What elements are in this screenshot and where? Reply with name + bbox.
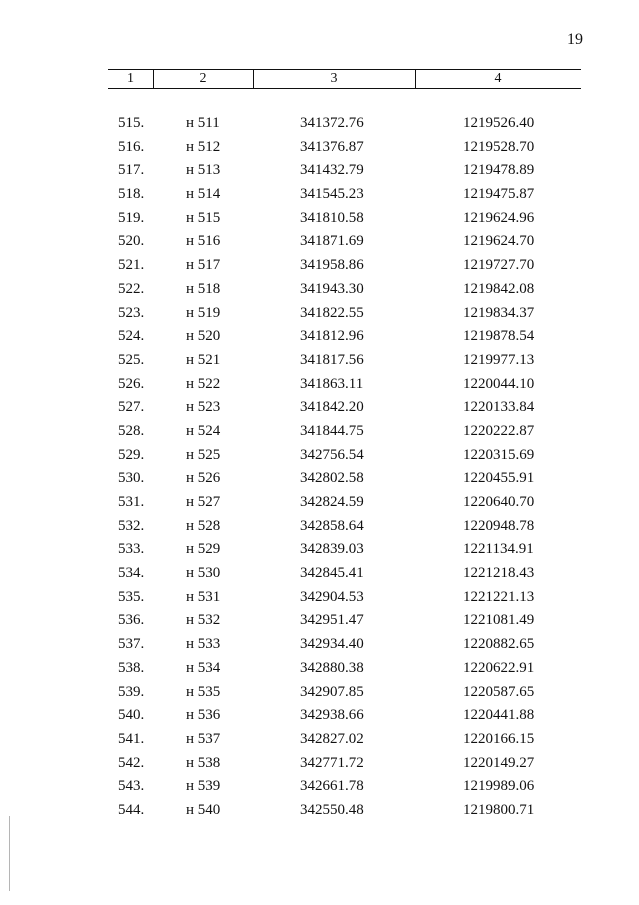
x-coordinate: 341817.56 [300, 351, 364, 368]
x-coordinate: 342880.38 [300, 659, 364, 676]
x-coordinate: 342802.58 [300, 470, 364, 487]
y-coordinate: 1221134.91 [463, 541, 534, 558]
row-number: 528. [118, 422, 145, 439]
point-id: н 523 [186, 399, 221, 416]
table-row [108, 729, 581, 753]
table-row [108, 445, 581, 469]
table-row [108, 208, 581, 232]
y-coordinate: 1219526.40 [463, 115, 535, 131]
row-number: 519. [118, 209, 145, 226]
point-id: н 527 [186, 494, 221, 510]
y-coordinate: 1220166.15 [463, 730, 535, 747]
table-row [108, 279, 581, 303]
row-number: 537. [118, 636, 145, 653]
row-number: 522. [118, 280, 145, 297]
x-coordinate: 342771.72 [300, 754, 364, 771]
table-row [108, 397, 581, 421]
y-coordinate: 1219834.37 [463, 304, 535, 321]
point-id: н 514 [186, 186, 221, 203]
y-coordinate: 1219800.71 [463, 801, 535, 818]
table-row [108, 587, 581, 611]
point-id: н 539 [186, 778, 221, 795]
row-number: 529. [118, 446, 145, 463]
y-coordinate: 1220133.84 [463, 399, 535, 416]
row-number: 541. [118, 730, 145, 747]
y-coordinate: 1219528.70 [463, 138, 535, 155]
point-id: н 534 [186, 659, 221, 676]
y-coordinate: 1219727.70 [463, 257, 535, 274]
point-id: н 522 [186, 375, 221, 392]
table-row [108, 516, 581, 540]
table-row [108, 374, 581, 398]
table-row [108, 658, 581, 682]
x-coordinate: 341376.87 [300, 138, 364, 155]
y-coordinate: 1219878.54 [463, 328, 535, 345]
table-row [108, 776, 581, 800]
table-row [108, 492, 581, 516]
point-id: н 525 [186, 446, 221, 463]
point-id: н 533 [186, 636, 221, 653]
y-coordinate: 1219624.96 [463, 209, 535, 226]
x-coordinate: 342938.66 [300, 707, 364, 724]
row-number: 525. [118, 351, 145, 368]
x-coordinate: 342845.41 [300, 565, 364, 582]
table-row [108, 160, 581, 184]
point-id: н 512 [186, 138, 221, 155]
table-row [108, 563, 581, 587]
y-coordinate: 1220455.91 [463, 470, 535, 487]
row-number: 515. [118, 115, 145, 131]
point-id: н 516 [186, 233, 221, 250]
point-id: н 532 [186, 612, 221, 629]
row-number: 532. [118, 517, 145, 534]
y-coordinate: 1220948.78 [463, 517, 535, 534]
y-coordinate: 1219624.70 [463, 233, 535, 250]
y-coordinate: 1220441.88 [463, 707, 535, 724]
x-coordinate: 341842.20 [300, 399, 364, 416]
table-row [108, 682, 581, 706]
row-number: 530. [118, 470, 145, 487]
point-id: н 521 [186, 351, 221, 368]
x-coordinate: 342550.48 [300, 801, 364, 818]
x-coordinate: 342934.40 [300, 636, 364, 653]
x-coordinate: 341943.30 [300, 280, 364, 297]
y-coordinate: 1220640.70 [463, 494, 535, 510]
row-number: 540. [118, 707, 145, 724]
y-coordinate: 1221218.43 [463, 565, 535, 582]
row-number: 524. [118, 328, 145, 345]
row-number: 533. [118, 541, 145, 558]
x-coordinate: 341432.79 [300, 162, 364, 179]
y-coordinate: 1220622.91 [463, 659, 535, 676]
row-number: 527. [118, 399, 145, 416]
row-number: 544. [118, 801, 145, 818]
point-id: н 517 [186, 257, 221, 274]
y-coordinate: 1219842.08 [463, 280, 535, 297]
x-coordinate: 342907.85 [300, 683, 364, 700]
x-coordinate: 341863.11 [300, 375, 364, 392]
x-coordinate: 342824.59 [300, 494, 364, 510]
y-coordinate: 1220149.27 [463, 754, 535, 771]
point-id: н 530 [186, 565, 221, 582]
point-id: н 535 [186, 683, 221, 700]
y-coordinate: 1220882.65 [463, 636, 535, 653]
point-id: н 529 [186, 541, 221, 558]
point-id: н 511 [186, 115, 220, 131]
point-id: н 524 [186, 422, 221, 439]
row-number: 523. [118, 304, 145, 321]
row-number: 518. [118, 186, 145, 203]
page-number: 19 [567, 31, 583, 48]
x-coordinate: 341844.75 [300, 422, 364, 439]
x-coordinate: 342756.54 [300, 446, 364, 463]
x-coordinate: 342839.03 [300, 541, 364, 558]
scan-margin-line [9, 816, 10, 891]
x-coordinate: 341822.55 [300, 304, 364, 321]
point-id: н 531 [186, 588, 221, 605]
table-row [108, 705, 581, 729]
table-row [108, 800, 581, 824]
row-number: 543. [118, 778, 145, 795]
table-row [108, 184, 581, 208]
row-number: 517. [118, 162, 145, 179]
y-coordinate: 1219977.13 [463, 351, 535, 368]
point-id: н 513 [186, 162, 221, 179]
table-row [108, 753, 581, 777]
row-number: 534. [118, 565, 145, 582]
point-id: н 515 [186, 209, 221, 226]
row-number: 536. [118, 612, 145, 629]
point-id: н 537 [186, 730, 221, 747]
y-coordinate: 1219478.89 [463, 162, 535, 179]
row-number: 520. [118, 233, 145, 250]
table-row [108, 255, 581, 279]
x-coordinate: 342858.64 [300, 517, 364, 534]
table-row [108, 303, 581, 327]
row-number: 542. [118, 754, 145, 771]
point-id: н 519 [186, 304, 221, 321]
y-coordinate: 1219475.87 [463, 186, 535, 203]
point-id: н 520 [186, 328, 221, 345]
y-coordinate: 1221221.13 [463, 588, 535, 605]
x-coordinate: 341372.76 [300, 115, 364, 131]
x-coordinate: 342827.02 [300, 730, 364, 747]
table-row [108, 326, 581, 350]
row-number: 526. [118, 375, 145, 392]
table-row [108, 610, 581, 634]
table-row [108, 137, 581, 161]
y-coordinate: 1221081.49 [463, 612, 535, 629]
table-row [108, 231, 581, 255]
x-coordinate: 342904.53 [300, 588, 364, 605]
point-id: н 540 [186, 801, 221, 818]
y-coordinate: 1220044.10 [463, 375, 535, 392]
coordinates-table-body [108, 113, 581, 824]
point-id: н 518 [186, 280, 221, 297]
header-col-3: 3 [330, 71, 338, 86]
table-row [108, 113, 581, 137]
header-col-2: 2 [199, 71, 207, 86]
y-coordinate: 1219989.06 [463, 778, 535, 795]
point-id: н 528 [186, 517, 221, 534]
header-col-1: 1 [127, 71, 134, 86]
x-coordinate: 341958.86 [300, 257, 364, 274]
x-coordinate: 341812.96 [300, 328, 364, 345]
point-id: н 526 [186, 470, 221, 487]
x-coordinate: 341810.58 [300, 209, 364, 226]
y-coordinate: 1220587.65 [463, 683, 535, 700]
row-number: 516. [118, 138, 145, 155]
row-number: 535. [118, 588, 145, 605]
table-row [108, 634, 581, 658]
x-coordinate: 341871.69 [300, 233, 364, 250]
x-coordinate: 341545.23 [300, 186, 364, 203]
table-row [108, 539, 581, 563]
x-coordinate: 342951.47 [300, 612, 364, 629]
y-coordinate: 1220222.87 [463, 422, 535, 439]
table-row [108, 468, 581, 492]
row-number: 521. [118, 257, 145, 274]
row-number: 531. [118, 494, 145, 510]
table-row [108, 421, 581, 445]
point-id: н 536 [186, 707, 221, 724]
x-coordinate: 342661.78 [300, 778, 364, 795]
header-col-4: 4 [494, 71, 502, 86]
row-number: 538. [118, 659, 145, 676]
row-number: 539. [118, 683, 145, 700]
table-row [108, 350, 581, 374]
y-coordinate: 1220315.69 [463, 446, 535, 463]
point-id: н 538 [186, 754, 221, 771]
table-header [108, 69, 581, 89]
